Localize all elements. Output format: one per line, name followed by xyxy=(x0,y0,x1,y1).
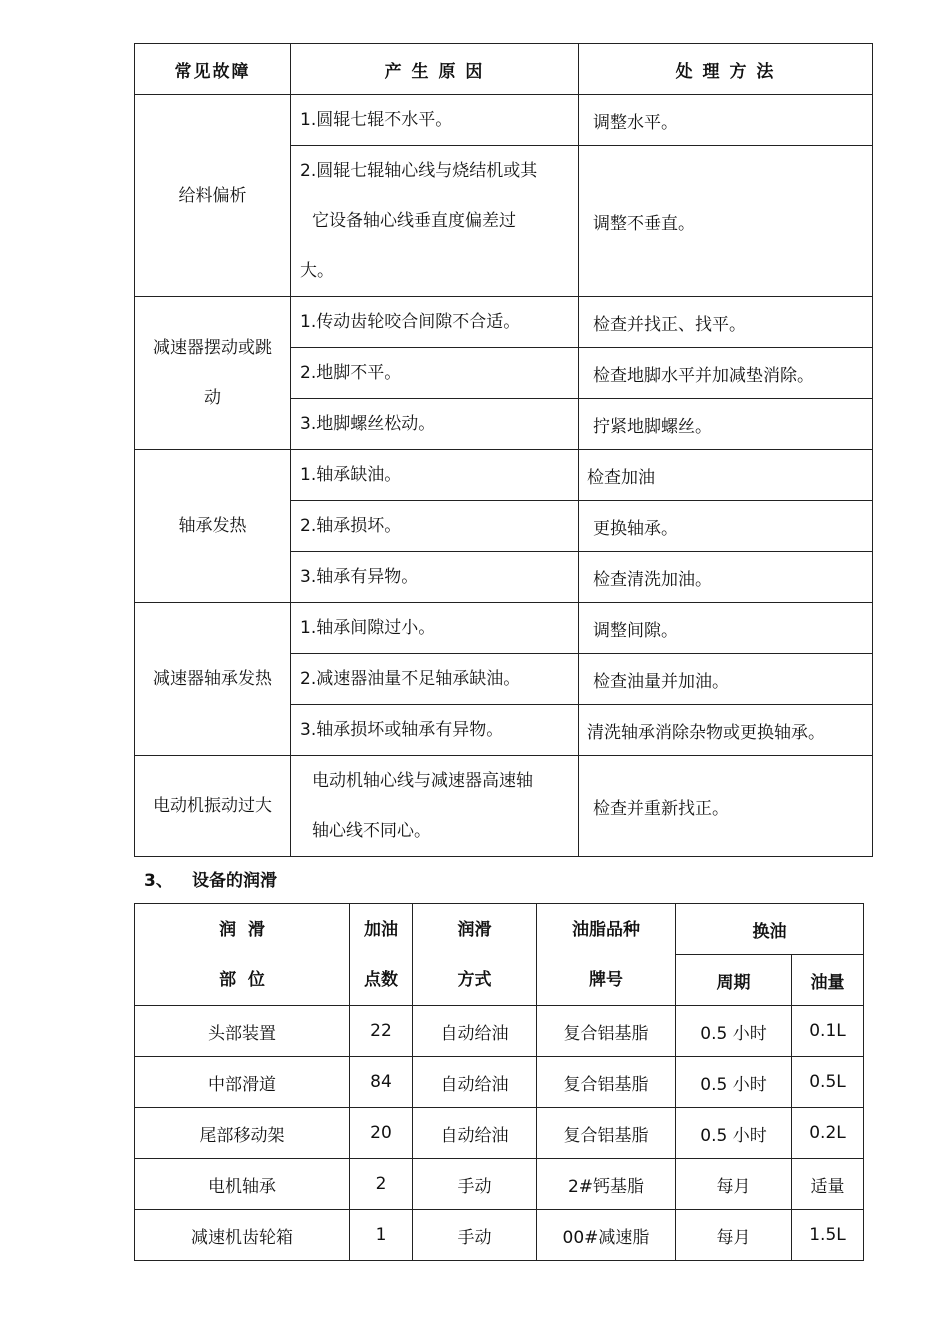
method-cell: 检查清洗加油。 xyxy=(579,552,873,603)
part-cell: 中部滑道 xyxy=(135,1057,350,1108)
method-cell: 检查加油 xyxy=(579,450,873,501)
amount-cell: 0.1L xyxy=(792,1006,864,1057)
header-line: 牌号 xyxy=(589,969,623,990)
cause-line: 电动机轴心线与减速器高速轴 xyxy=(312,771,533,791)
cause-line: 2.圆辊七辊轴心线与烧结机或其 xyxy=(300,161,538,181)
mode-cell: 自动给油 xyxy=(413,1108,537,1159)
header-line: 加油 xyxy=(364,919,398,940)
table-row xyxy=(135,1006,864,1057)
method-cell: 更换轴承。 xyxy=(579,501,873,552)
fault-cell: 减速器轴承发热 xyxy=(135,603,291,756)
header-points xyxy=(350,904,413,1006)
table-row xyxy=(135,450,873,501)
amount-cell: 1.5L xyxy=(792,1210,864,1261)
cause-cell xyxy=(291,146,579,297)
mode-cell: 手动 xyxy=(413,1159,537,1210)
section-heading xyxy=(144,866,277,891)
points-cell: 22 xyxy=(350,1006,413,1057)
amount-cell: 0.5L xyxy=(792,1057,864,1108)
method-cell: 调整间隙。 xyxy=(579,603,873,654)
table-row xyxy=(135,1057,864,1108)
cause-line: 大。 xyxy=(300,261,334,281)
fault-cell: 轴承发热 xyxy=(135,450,291,603)
grease-cell: 复合铝基脂 xyxy=(537,1108,676,1159)
header-part xyxy=(135,904,350,1006)
header-fault: 常见故障 xyxy=(135,44,291,95)
method-cell: 检查地脚水平并加减垫消除。 xyxy=(579,348,873,399)
amount-cell: 0.2L xyxy=(792,1108,864,1159)
points-cell: 20 xyxy=(350,1108,413,1159)
part-cell: 电机轴承 xyxy=(135,1159,350,1210)
table-row xyxy=(135,95,873,146)
header-method: 处 理 方 法 xyxy=(579,44,873,95)
mode-cell: 手动 xyxy=(413,1210,537,1261)
section-title: 设备的润滑 xyxy=(192,871,277,891)
header-period: 周期 xyxy=(676,955,792,1006)
points-cell: 84 xyxy=(350,1057,413,1108)
mode-cell: 自动给油 xyxy=(413,1006,537,1057)
method-cell: 调整水平。 xyxy=(579,95,873,146)
header-change: 换油 xyxy=(676,904,864,955)
header-cause: 产 生 原 因 xyxy=(291,44,579,95)
header-line: 部 位 xyxy=(219,969,265,990)
method-cell: 拧紧地脚螺丝。 xyxy=(579,399,873,450)
method-cell: 调整不垂直。 xyxy=(579,146,873,297)
cause-cell xyxy=(291,756,579,857)
cause-cell: 3.轴承有异物。 xyxy=(291,552,579,603)
cause-cell: 1.轴承间隙过小。 xyxy=(291,603,579,654)
cause-cell: 1.圆辊七辊不水平。 xyxy=(291,95,579,146)
period-cell: 0.5 小时 xyxy=(676,1108,792,1159)
fault-cell: 给料偏析 xyxy=(135,95,291,297)
table-row xyxy=(135,1108,864,1159)
amount-cell: 适量 xyxy=(792,1159,864,1210)
header-line: 点数 xyxy=(364,969,398,990)
grease-cell: 2#钙基脂 xyxy=(537,1159,676,1210)
method-cell: 检查并找正、找平。 xyxy=(579,297,873,348)
section-number: 3、 xyxy=(144,871,173,891)
cause-cell: 3.轴承损坏或轴承有异物。 xyxy=(291,705,579,756)
lubrication-table xyxy=(134,903,864,1261)
cause-line: 轴心线不同心。 xyxy=(312,821,431,841)
header-line: 方式 xyxy=(457,969,492,990)
table-row xyxy=(135,603,873,654)
header-mode xyxy=(413,904,537,1006)
period-cell: 每月 xyxy=(676,1159,792,1210)
fault-table-header xyxy=(135,44,873,95)
mode-cell: 自动给油 xyxy=(413,1057,537,1108)
fault-line: 动 xyxy=(204,388,221,408)
cause-cell: 2.减速器油量不足轴承缺油。 xyxy=(291,654,579,705)
table-row xyxy=(135,1159,864,1210)
period-cell: 0.5 小时 xyxy=(676,1006,792,1057)
grease-cell: 00#减速脂 xyxy=(537,1210,676,1261)
cause-cell: 1.轴承缺油。 xyxy=(291,450,579,501)
header-line: 润滑 xyxy=(457,919,492,940)
lube-header-row xyxy=(135,904,864,955)
fault-table xyxy=(134,43,873,857)
cause-cell: 1.传动齿轮咬合间隙不合适。 xyxy=(291,297,579,348)
table-row xyxy=(135,756,873,857)
method-cell: 清洗轴承消除杂物或更换轴承。 xyxy=(579,705,873,756)
period-cell: 每月 xyxy=(676,1210,792,1261)
header-line: 润 滑 xyxy=(219,919,265,940)
header-grease xyxy=(537,904,676,1006)
header-amount: 油量 xyxy=(792,955,864,1006)
period-cell: 0.5 小时 xyxy=(676,1057,792,1108)
header-line: 油脂品种 xyxy=(572,919,640,940)
method-cell: 检查并重新找正。 xyxy=(579,756,873,857)
cause-cell: 3.地脚螺丝松动。 xyxy=(291,399,579,450)
fault-cell: 电动机振动过大 xyxy=(135,756,291,857)
cause-cell: 2.轴承损坏。 xyxy=(291,501,579,552)
part-cell: 减速机齿轮箱 xyxy=(135,1210,350,1261)
cause-cell: 2.地脚不平。 xyxy=(291,348,579,399)
part-cell: 头部装置 xyxy=(135,1006,350,1057)
cause-line: 它设备轴心线垂直度偏差过 xyxy=(312,211,516,231)
fault-cell xyxy=(135,297,291,450)
grease-cell: 复合铝基脂 xyxy=(537,1057,676,1108)
points-cell: 2 xyxy=(350,1159,413,1210)
grease-cell: 复合铝基脂 xyxy=(537,1006,676,1057)
table-row xyxy=(135,1210,864,1261)
part-cell: 尾部移动架 xyxy=(135,1108,350,1159)
table-row xyxy=(135,297,873,348)
fault-line: 减速器摆动或跳 xyxy=(153,338,272,358)
points-cell: 1 xyxy=(350,1210,413,1261)
method-cell: 检查油量并加油。 xyxy=(579,654,873,705)
